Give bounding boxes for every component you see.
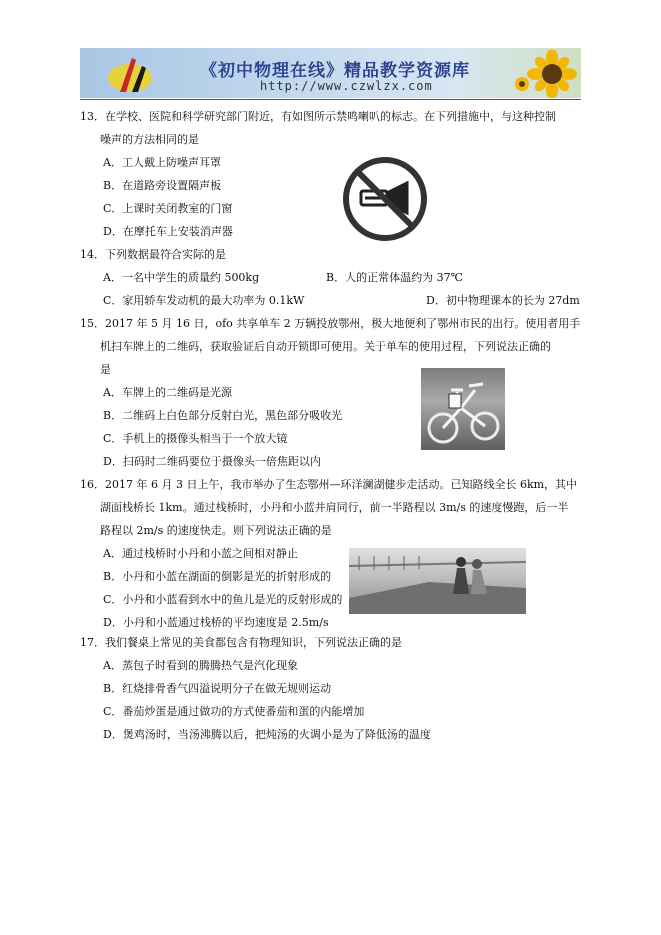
no-honking-sign-icon [341,155,429,243]
q13-option-b: B．在道路旁设置隔声板 [103,179,222,192]
q16-option-a: A．通过栈桥时小丹和小蓝之间相对静止 [103,547,298,560]
shared-bike-photo [421,368,505,450]
banner-url[interactable]: http://www.czwlzx.com [260,79,433,93]
q15-option-d: D．扫码时二维码要位于摄像头一倍焦距以内 [103,455,321,468]
q16-option-c: C．小丹和小蓝看到水中的鱼儿是光的反射形成的 [103,593,343,606]
q16-stem-line2: 湖面栈桥长 1km。通过栈桥时，小丹和小蓝并肩同行，前一半路程以 3m/s 的速度慢跑，后一半 [100,501,569,514]
site-logo-icon [102,52,158,96]
lake-walk-photo [349,548,526,614]
q17-option-c: C．番茄炒蛋是通过做功的方式使番茄和蛋的内能增加 [103,705,365,718]
sunflower-icon [512,50,578,98]
q14-option-b: B．人的正常体温约为 37℃ [326,271,463,284]
q13-option-a: A．工人戴上防噪声耳罩 [103,156,221,169]
q16-option-b: B．小丹和小蓝在湖面的倒影是光的折射形成的 [103,570,332,583]
q15-option-b: B．二维码上白色部分反射白光，黑色部分吸收光 [103,409,343,422]
q15-stem-line2: 机扫车牌上的二维码，获取验证后自动开锁即可使用。关于单车的使用过程，下列说法正确的 [100,340,551,353]
q16-option-d: D．小丹和小蓝通过栈桥的平均速度是 2.5m/s [103,616,329,629]
q13-stem-line1: 13．在学校、医院和科学研究部门附近，有如图所示禁鸣喇叭的标志。在下列措施中，与这种控制 [80,110,556,123]
q15-option-c: C．手机上的摄像头相当于一个放大镜 [103,432,288,445]
q13-option-c: C．上课时关闭教室的门窗 [103,202,233,215]
q16-stem-line3: 路程以 2m/s 的速度快走。则下列说法正确的是 [100,524,332,537]
q14-option-d: D．初中物理课本的长为 27dm [426,294,580,307]
header-rule [80,99,581,100]
q15-stem-line3: 是 [100,363,111,376]
q15-stem-line1: 15．2017 年 5 月 16 日，ofo 共享单车 2 万辆投放鄂州，极大地便利了鄂州市民的出行。使用者用手 [80,317,581,330]
q15-option-a: A．车牌上的二维码是光源 [103,386,232,399]
q13-stem-line2: 噪声的方法相同的是 [100,133,199,146]
q17-option-a: A．蒸包子时看到的腾腾热气是汽化现象 [103,659,298,672]
q14-stem: 14．下列数据最符合实际的是 [80,248,226,261]
q17-stem: 17．我们餐桌上常见的美食都包含有物理知识，下列说法正确的是 [80,636,402,649]
q17-option-d: D．煲鸡汤时，当汤沸腾以后，把炖汤的火调小是为了降低汤的温度 [103,728,431,741]
banner-title: 《初中物理在线》精品教学资源库 [200,61,470,81]
q17-option-b: B．红烧排骨香气四溢说明分子在做无规则运动 [103,682,332,695]
q14-option-c: C．家用轿车发动机的最大功率为 0.1kW [103,294,305,307]
walkers-on-bridge-icon [349,548,526,614]
q13-option-d: D．在摩托车上安装消声器 [103,225,233,238]
header-banner [80,48,581,98]
q16-stem-line1: 16．2017 年 6 月 3 日上午，我市举办了生态鄂州—环洋澜湖健步走活动。已知路线全长 6km，其中 [80,478,578,491]
q14-option-a: A．一名中学生的质量约 500kg [103,271,260,284]
bicycle-icon [421,368,505,450]
